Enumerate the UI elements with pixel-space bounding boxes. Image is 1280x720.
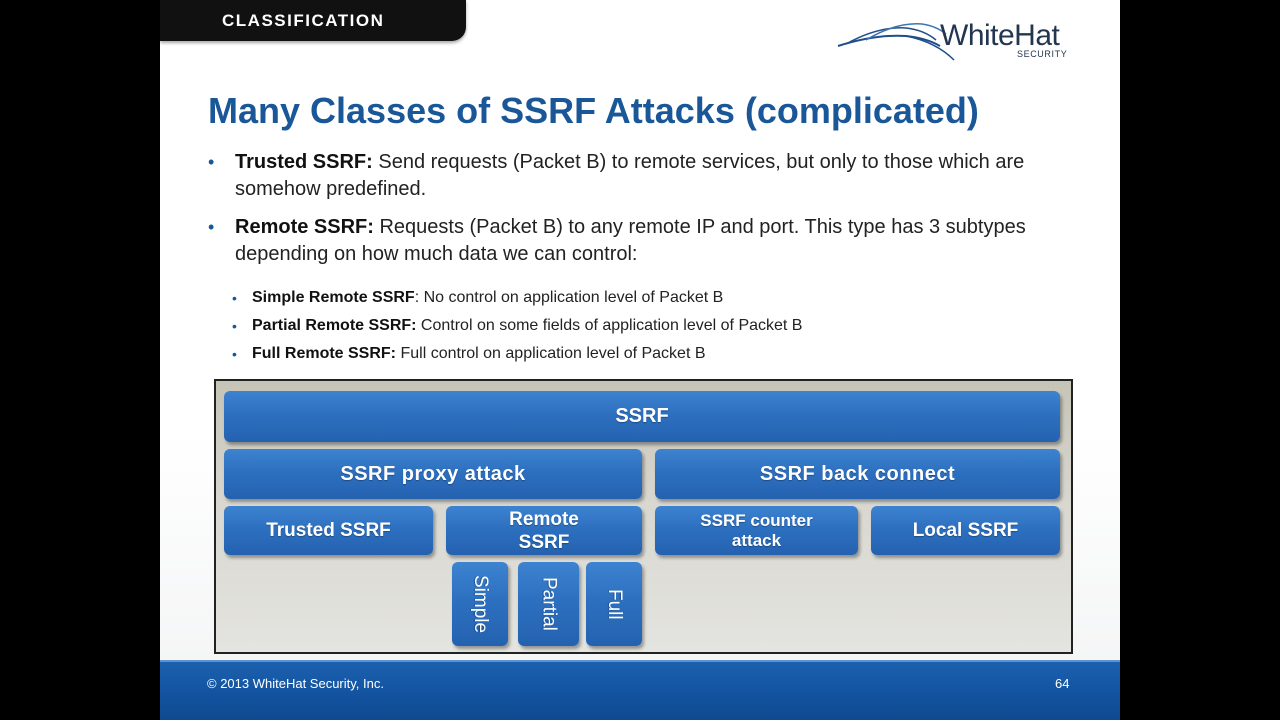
bullet-remote-ssrf (208, 214, 1068, 268)
section-tab: CLASSIFICATION (160, 0, 466, 41)
swoosh-icon (836, 16, 956, 64)
bullet-text: Send requests (Packet B) to remote services, but only to those which are somehow predefined. (235, 151, 1025, 200)
node-local-ssrf: Local SSRF (871, 506, 1060, 555)
node-ssrf: SSRF (224, 391, 1060, 442)
subbullet-term: Simple Remote SSRF (252, 289, 415, 306)
node-ssrf-proxy-attack: SSRF proxy attack (224, 449, 642, 499)
subbullet-term: Partial Remote SSRF: (252, 317, 417, 334)
page-number: 64 (1055, 676, 1070, 691)
node-trusted-ssrf: Trusted SSRF (224, 506, 433, 555)
subbullet-text: Control on some fields of application level of Packet B (416, 317, 803, 334)
main-bullet-list (208, 149, 1068, 279)
subbullet-partial (232, 312, 1032, 340)
footer-divider (160, 660, 1120, 662)
ssrf-taxonomy-diagram (214, 379, 1073, 654)
node-ssrf-counter-attack: SSRF counter attack (655, 506, 858, 555)
subbullet-term: Full Remote SSRF: (252, 345, 397, 362)
node-full: Full (586, 562, 642, 646)
bullet-text: Requests (Packet B) to any remote IP and port. This type has 3 subtypes depending on how much data we can control: (235, 216, 1026, 265)
bullet-trusted-ssrf (208, 149, 1068, 203)
node-ssrf-back-connect: SSRF back connect (655, 449, 1060, 499)
subbullet-full (232, 340, 1032, 368)
subbullet-simple (232, 284, 1032, 312)
subbullet-text: : No control on application level of Packet B (414, 289, 724, 306)
node-remote-ssrf: Remote SSRF (446, 506, 642, 555)
slide-title: Many Classes of SSRF Attacks (complicated) (208, 90, 979, 131)
copyright-text: © 2013 WhiteHat Security, Inc. (207, 676, 384, 691)
logo-subtitle: SECURITY (1017, 49, 1068, 59)
whitehat-logo (836, 16, 1076, 64)
node-partial: Partial (518, 562, 579, 646)
slide (160, 0, 1120, 720)
sub-bullet-list (232, 284, 1032, 368)
footer-bar (160, 660, 1120, 720)
subbullet-text: Full control on application level of Packet B (396, 345, 706, 362)
bullet-term: Trusted SSRF: (235, 151, 373, 173)
bullet-term: Remote SSRF: (235, 216, 374, 238)
logo-name: WhiteHat (940, 19, 1060, 52)
node-simple: Simple (452, 562, 508, 646)
